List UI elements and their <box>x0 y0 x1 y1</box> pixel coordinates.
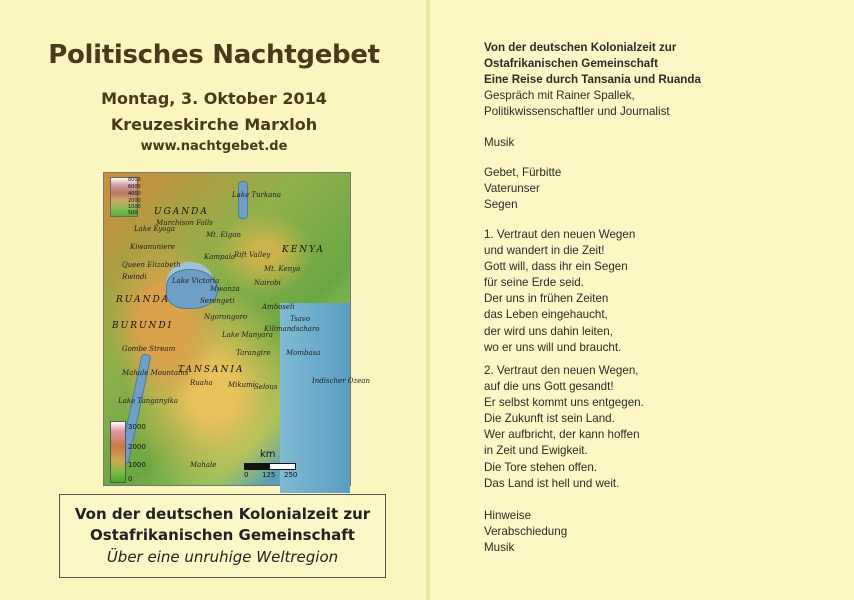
place-label: Ruaha <box>190 379 213 387</box>
place-label: Mt. Kenya <box>264 265 301 273</box>
place-label: Mahale Mountains <box>122 369 189 377</box>
website-link[interactable]: www.nachtgebet.de <box>140 139 288 154</box>
program-item: Verabschiedung <box>484 525 568 539</box>
lake-turkana-shape <box>238 181 248 219</box>
program-header <box>484 40 701 120</box>
place-label: Murchison Falls <box>156 219 213 227</box>
place-label: Lake Kyoga <box>134 225 176 233</box>
legend-bottom-label: 0 <box>128 475 133 483</box>
verse-line: und wandert in die Zeit! <box>484 244 605 258</box>
place-label: Tarangire <box>236 349 271 357</box>
place-label: Ngorongoro <box>204 313 248 321</box>
verse-line: in Zeit und Ewigkeit. <box>484 444 588 458</box>
event-date: Montag, 3. Oktober 2014 <box>101 89 327 108</box>
country-label: RUANDA <box>116 295 171 305</box>
place-label: Rift Valley <box>234 251 271 259</box>
place-label: Nairobi <box>254 279 281 287</box>
legend-top-label: 6000 <box>128 184 141 190</box>
intro-line: Gespräch mit Rainer Spallek, <box>484 89 635 103</box>
place-label: Kilimandscharo <box>264 325 320 333</box>
country-label: KENYA <box>282 245 325 255</box>
place-label: Queen Elizabeth <box>122 261 181 269</box>
place-label: Indischer Ozean <box>312 377 370 385</box>
legend-top-label: 1000 <box>128 204 141 210</box>
theme-line-1: Von der deutschen Kolonialzeit zur <box>74 505 371 523</box>
program-item: Segen <box>484 198 518 212</box>
place-label: Serengeti <box>200 297 235 305</box>
event-location: Kreuzeskirche Marxloh <box>110 115 318 134</box>
place-label: Kiwanuniere <box>130 243 176 251</box>
verse-line: für seine Erde seid. <box>484 276 584 290</box>
legend-top-label: 2000 <box>128 198 141 204</box>
place-label: Kampala <box>204 253 236 261</box>
program-item: Musik <box>484 136 515 149</box>
elevation-legend-bottom <box>110 421 126 483</box>
verse-line: Die Zukunft ist sein Land. <box>484 412 615 426</box>
country-label: BURUNDI <box>112 321 174 331</box>
header-line: Von der deutschen Kolonialzeit zur <box>484 41 677 54</box>
place-label: Rwindi <box>122 273 147 281</box>
scale-bar <box>244 463 296 470</box>
place-label: Mikumi <box>228 381 256 389</box>
verse-line: 1. Vertraut den neuen Wegen <box>484 228 636 241</box>
verse-line: das Leben eingehaucht, <box>484 308 608 322</box>
theme-line-2: Ostafrikanischen Gemeinschaft <box>90 526 355 544</box>
legend-bottom-label: 1000 <box>128 461 146 469</box>
header-line: Eine Reise durch Tansania und Ruanda <box>484 73 701 87</box>
verse-line: Gott will, dass ihr ein Segen <box>484 260 628 274</box>
program-item: Musik <box>484 541 515 555</box>
musik-item <box>484 135 514 151</box>
verse-line: Er selbst kommt uns entgegen. <box>484 396 644 410</box>
theme-box <box>59 494 386 578</box>
verse-line: der wird uns dahin leiten, <box>484 324 613 338</box>
place-label: Mombasa <box>286 349 321 357</box>
place-label: Mt. Elgon <box>206 231 241 239</box>
intro-line: Politikwissenschaftler und Journalist <box>484 105 670 119</box>
country-label: TANSANIA <box>178 365 245 375</box>
place-label: Gombe Stream <box>122 345 176 353</box>
place-label: Lake Turkana <box>232 191 282 199</box>
country-label: UGANDA <box>154 207 209 217</box>
legend-top-label: 8000 <box>128 177 141 183</box>
prayer-list <box>484 165 561 213</box>
header-line: Ostafrikanischen Gemeinschaft <box>484 57 658 71</box>
verse-line: Der uns in frühen Zeiten <box>484 292 609 306</box>
program-item: Vaterunser <box>484 182 540 196</box>
legend-top-label: 500 <box>128 210 138 216</box>
program-item: Gebet, Fürbitte <box>484 166 562 179</box>
place-label: Selous <box>254 383 278 391</box>
scale-tick: 250 <box>284 471 298 479</box>
scale-unit: km <box>260 449 276 460</box>
place-label: Amboseli <box>262 303 295 311</box>
verse-line: Wer aufbricht, der kann hoffen <box>484 428 640 442</box>
scale-tick: 0 <box>244 471 249 479</box>
place-label: Lake Tanganyika <box>118 397 179 405</box>
place-label: Lake Manyara <box>222 331 273 339</box>
verse-line: Die Tore stehen offen. <box>484 460 598 474</box>
page-title: Politisches Nachtgebet <box>48 40 380 70</box>
place-label: Tsavo <box>290 315 311 323</box>
hymn-verse-2 <box>484 363 644 492</box>
place-label: Lake Victoria <box>172 277 220 285</box>
legend-bottom-label: 3000 <box>128 423 146 431</box>
verse-line: auf die uns Gott gesandt! <box>484 380 614 394</box>
verse-line: Das Land ist hell und weit. <box>484 476 620 490</box>
place-label: Mahale <box>190 461 217 469</box>
program-item: Hinweise <box>484 509 532 522</box>
theme-subtitle: Über eine unruhige Weltregion <box>106 548 339 566</box>
verse-line: 2. Vertraut den neuen Wegen, <box>484 364 639 377</box>
legend-bottom-label: 2000 <box>128 443 146 451</box>
east-africa-map <box>103 172 370 486</box>
hymn-verse-1 <box>484 227 635 356</box>
scale-tick: 125 <box>262 471 276 479</box>
verse-line: wo er uns will und braucht. <box>484 340 622 354</box>
legend-top-label: 4000 <box>128 191 141 197</box>
place-label: Mwanza <box>210 285 240 293</box>
closing-list <box>484 508 567 556</box>
